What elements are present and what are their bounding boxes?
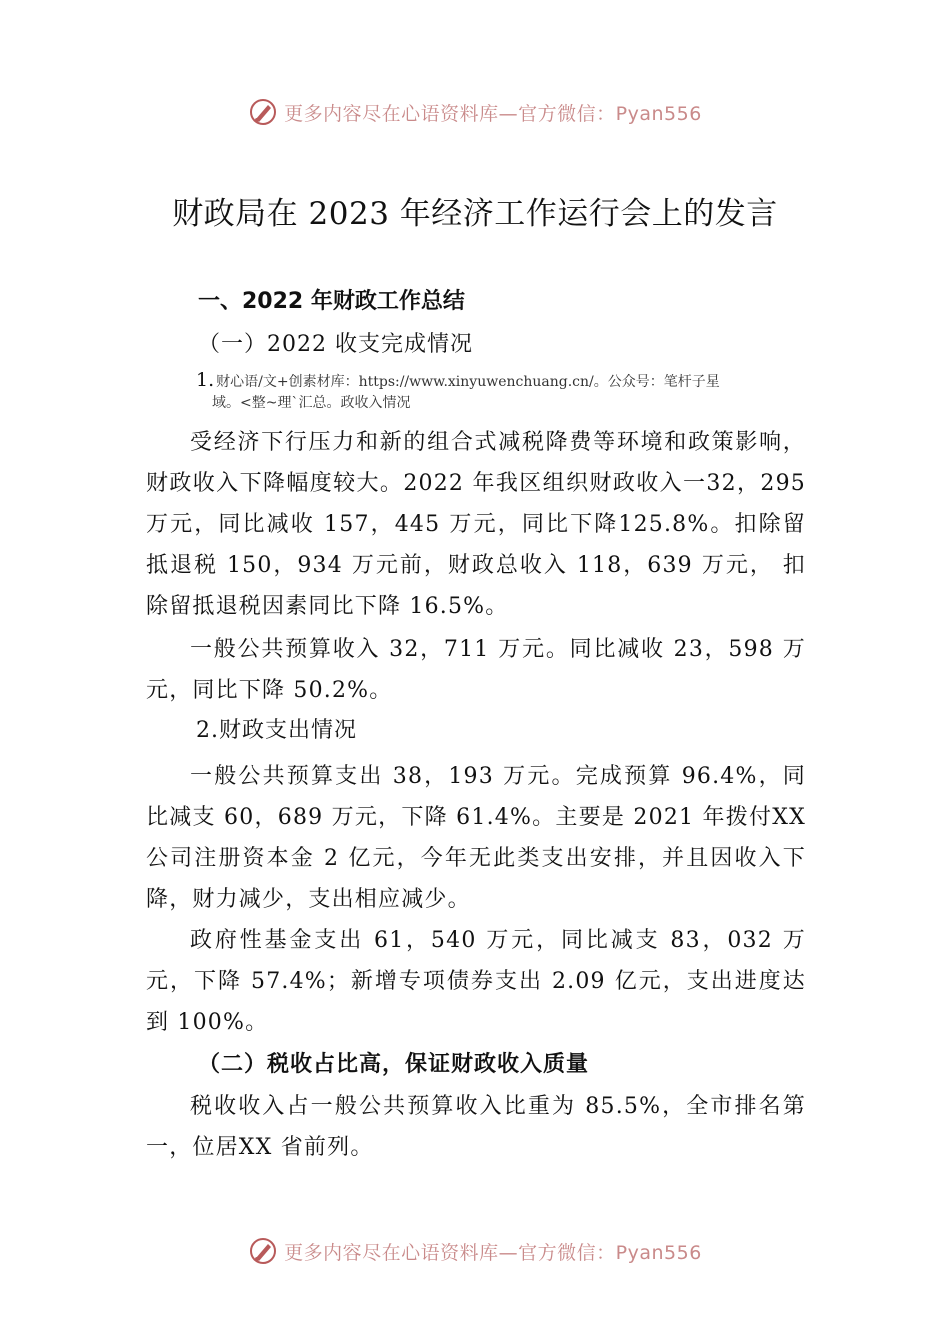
footer-banner — [0, 1236, 950, 1266]
note-line: 财心语/文+创素材库：https://www.xinyuwenchuang.cn/。公众号：笔杆子星 — [216, 374, 720, 390]
paragraph: 税收收入占一般公共预算收入比重为 85.5%，全市排名第一，位居XX 省前列。 — [146, 1094, 806, 1160]
footnote-item — [196, 370, 826, 414]
header-banner — [0, 97, 950, 127]
banner-text: 更多内容尽在心语资料库—官方微信：Pyan556 — [284, 102, 702, 125]
subsection-heading: （一）2022 收支完成情况 — [198, 332, 473, 357]
pen-logo-icon — [248, 1236, 278, 1266]
paragraph: 政府性基金支出 61，540 万元，同比减支 83，032 万元，下降 57.4%；新增专项债券支出 2.09 亿元，支出进度达到 100%。 — [146, 928, 806, 1035]
paragraph: 一般公共预算支出 38，193 万元。完成预算 96.4%，同比减支 60，689 万元，下降 61.4%。主要是 2021 年拨付XX 公司注册资本金 2 亿元，今年无此类支出安排，并且因收入下降，财力减少，支出相应减少。 — [146, 764, 806, 912]
note-line: 域。<整~理`汇总。政收入情况 — [212, 395, 411, 411]
subsection-heading: （二）税收占比高，保证财政收入质量 — [198, 1051, 590, 1077]
section-heading: 一、2022 年财政工作总结 — [198, 289, 465, 314]
banner-text: 更多内容尽在心语资料库—官方微信：Pyan556 — [284, 1241, 702, 1264]
list-number: 1. — [196, 369, 215, 391]
subsection-heading: 2.财政支出情况 — [196, 718, 357, 743]
paragraph: 受经济下行压力和新的组合式减税降费等环境和政策影响，财政收入下降幅度较大。2022 年我区组织财政收入一32，295 万元，同比减收 157，445 万元，同比下降125.8%。扣除留抵退税 150，934 万元前，财政总收入 118，639 万元， 扣除留抵退税因素同比下降 16.5%。 — [146, 430, 806, 619]
pen-logo-icon — [248, 97, 278, 127]
document-title: 财政局在 2023 年经济工作运行会上的发言 — [172, 196, 778, 232]
paragraph: 一般公共预算收入 32，711 万元。同比减收 23，598 万元，同比下降 50.2%。 — [146, 637, 806, 703]
